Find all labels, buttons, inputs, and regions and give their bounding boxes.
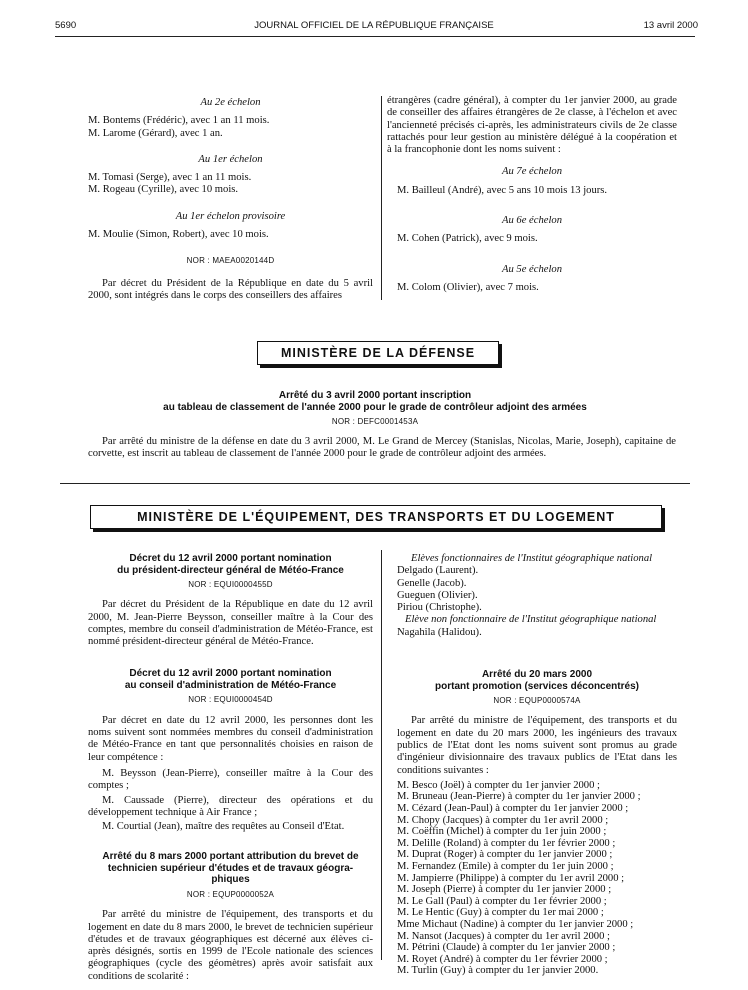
decree-text: Par décret en date du 12 avril 2000, les personnes dont les noms suivent sont nommées membres du conseil d'administration de Météo-France en tant que personnalités choisies en raison de leur compétence :: [88, 714, 373, 763]
list-item: M. Bontems (Frédéric), avec 1 an 11 mois.: [88, 115, 270, 127]
list-item: Nagahila (Halidou).: [397, 626, 482, 638]
journal-title: JOURNAL OFFICIEL DE LA RÉPUBLIQUE FRANÇAISE: [254, 20, 494, 31]
list-item: M. Caussade (Pierre), directeur des opérations et du développement technique à Air France ;: [88, 794, 373, 818]
decree-title-line: du président-directeur général de Météo-France: [117, 564, 344, 576]
nor-reference: NOR : EQUI0000454D: [188, 695, 273, 705]
arrete-title-line: Arrêté du 3 avril 2000 portant inscription: [278, 390, 472, 401]
promotions-list: [397, 780, 677, 977]
decree-title: [88, 553, 373, 576]
echelon-heading: Au 2e échelon: [200, 97, 261, 108]
ministry-defense-box: MINISTÈRE DE LA DÉFENSE: [257, 341, 499, 365]
list-item: Piriou (Christophe).: [397, 602, 482, 614]
page-number: 5690: [55, 20, 77, 31]
decree-title-line: Décret du 12 avril 2000 portant nomination: [129, 553, 332, 564]
promotion-item: M. Coëffin (Michel) à compter du 1er juin 2000 ;: [397, 826, 607, 838]
page-date: 13 avril 2000: [643, 20, 698, 31]
promotion-item: Mme Michaut (Nadine) à compter du 1er janvier 2000 ;: [397, 918, 634, 930]
list-item: M. Beysson (Jean-Pierre), conseiller maître à la Cour des comptes ;: [88, 767, 373, 792]
list-item: M. Rogeau (Cyrille), avec 10 mois.: [88, 184, 239, 196]
promotion-item: M. Besco (Joël) à compter du 1er janvier 2000 ;: [397, 779, 600, 791]
echelon-heading: Au 5e échelon: [501, 263, 562, 275]
echelon-heading: Au 7e échelon: [501, 166, 562, 178]
ministry-equipement-box: MINISTÈRE DE L'ÉQUIPEMENT, DES TRANSPORTS ET DU LOGEMENT: [90, 505, 662, 529]
promotion-item: M. Chopy (Jacques) à compter du 1er avril 2000 ;: [397, 814, 609, 826]
continuation-text: étrangères (cadre général), à compter du 1er janvier 2000, au grade de conseiller des affaires étrangères de 2e classe, à l'échelon et avec l'ancienneté précisés ci-après, les administrateurs civils de 2e classe rattachés pour leur gestion au ministère délégué à la coopération et à la francophonie dont les noms suivent :: [387, 95, 677, 156]
promotion-item: M. Delille (Roland) à compter du 1er février 2000 ;: [397, 837, 616, 849]
promotion-item: M. Turlin (Guy) à compter du 1er janvier 2000.: [397, 965, 599, 977]
top-right-column: [387, 95, 677, 294]
nor-reference: NOR : EQUI0000455D: [188, 580, 273, 589]
bottom-left-column: [88, 553, 373, 983]
decree-title-line: Décret du 12 avril 2000 portant nomination: [129, 668, 332, 680]
arrete-title-line: phiques: [211, 874, 250, 886]
header-rule: [55, 36, 695, 37]
promotion-item: M. Pétrini (Claude) à compter du 1er janvier 2000 ;: [397, 942, 616, 954]
echelon-heading: Au 1er échelon: [198, 153, 263, 165]
column-divider: [381, 96, 382, 300]
nor-reference: NOR : EQUP0000052A: [186, 889, 275, 899]
nor-reference: NOR : DEFC0001453A: [331, 417, 419, 426]
list-item: M. Larome (Gérard), avec 1 an.: [88, 127, 223, 139]
nor-reference: NOR : EQUP0000574A: [493, 696, 581, 706]
promotion-item: M. Fernandez (Emile) à compter du 1er juin 2000 ;: [397, 861, 614, 873]
promotion-item: M. Royet (André) à compter du 1er février 2000 ;: [397, 953, 608, 965]
eleves-heading: Elèves fonctionnaires de l'Institut géographique national: [411, 553, 653, 564]
list-item: Gueguen (Olivier).: [397, 589, 478, 601]
arrete-text: Par arrêté du ministre de l'équipement, des transports et du logement en date du 20 mars 2000, les ingénieurs des travaux publics de l'Etat dont les noms suivent sont promus au grade d'ingénieur divisionnaire des travaux publics de l'Etat dans les conditions suivantes :: [397, 715, 677, 776]
column-divider: [381, 550, 382, 960]
list-item: M. Bailleul (André), avec 5 ans 10 mois 13 jours.: [397, 184, 608, 196]
nor-reference: NOR : MAEA0020144D: [186, 256, 275, 266]
promotion-item: M. Le Gall (Paul) à compter du 1er février 2000 ;: [397, 895, 607, 907]
promotion-item: M. Nansot (Jacques) à compter du 1er avril 2000 ;: [397, 930, 610, 942]
bottom-right-column: [397, 553, 677, 977]
arrete-title: [88, 851, 373, 886]
defense-text: Par arrêté du ministre de la défense en date du 3 avril 2000, M. Le Grand de Mercey (Stanislas, Nicolas, Marie, Joseph), capitaine de corvette, est inscrit au tableau de classement de l'année 2000 pour le grade de contrôleur adjoint des armées.: [88, 436, 676, 460]
decree-title: [88, 668, 373, 691]
arrete-title-line: au tableau de classement de l'année 2000 pour le grade de contrôleur adjoint des armées: [163, 401, 587, 413]
arrete-text: Par arrêté du ministre de l'équipement, des transports et du logement en date du 8 mars 2000, le brevet de technicien supérieur d'études et de travaux géographiques est décerné aux élèves ci-après désignés, sortis en 1999 de l'Ecole nationale des sciences géographiques (cycle des géomètres) après avoir satisfait aux conditions de scolarité :: [88, 909, 373, 982]
promotion-item: M. Le Hentic (Guy) à compter du 1er mai 2000 ;: [397, 907, 604, 919]
list-item: Genelle (Jacob).: [397, 577, 467, 589]
promotion-item: M. Cézard (Jean-Paul) à compter du 1er janvier 2000 ;: [397, 803, 629, 815]
arrete-title-line: Arrêté du 8 mars 2000 portant attribution du brevet de: [102, 851, 359, 863]
echelon-heading: Au 1er échelon provisoire: [175, 210, 286, 222]
list-item: M. Moulie (Simon, Robert), avec 10 mois.: [88, 229, 269, 241]
list-item: M. Courtial (Jean), maître des requêtes au Conseil d'Etat.: [102, 821, 345, 833]
arrete-title-line: Arrêté du 20 mars 2000: [481, 669, 593, 681]
decree-text: Par décret du Président de la République en date du 5 avril 2000, sont intégrés dans le corps des conseillers des affaires: [88, 277, 373, 301]
list-item: M. Tomasi (Serge), avec 1 an 11 mois.: [88, 172, 252, 184]
list-item: M. Colom (Olivier), avec 7 mois.: [397, 281, 539, 293]
arrete-title-line: portant promotion (services déconcentrés): [435, 680, 639, 692]
promotion-item: M. Joseph (Pierre) à compter du 1er janvier 2000 ;: [397, 884, 612, 896]
arrete-title-line: technicien supérieur d'études et de travaux géogra-: [107, 862, 354, 874]
top-left-column: [88, 97, 373, 302]
list-item: M. Cohen (Patrick), avec 9 mois.: [397, 233, 538, 245]
list-item: Delgado (Laurent).: [397, 565, 479, 577]
arrete-title: [397, 669, 677, 692]
arrete-title: [60, 390, 690, 413]
promotion-item: M. Bruneau (Jean-Pierre) à compter du 1er janvier 2000 ;: [397, 791, 641, 803]
eleve-non-heading: Elève non fonctionnaire de l'Institut géographique national: [405, 614, 657, 626]
decree-text: Par décret du Président de la République en date du 12 avril 2000, M. Jean-Pierre Beysson, conseiller maître à la Cour des comptes, membre du conseil d'administration de Météo-France, est nommé président-directeur général de Météo-France.: [88, 599, 373, 648]
promotion-item: M. Jampierre (Philippe) à compter du 1er avril 2000 ;: [397, 872, 625, 884]
section-rule: [60, 483, 690, 484]
promotion-item: M. Duprat (Roger) à compter du 1er janvier 2000 ;: [397, 849, 613, 861]
echelon-heading: Au 6e échelon: [501, 215, 562, 227]
decree-title-line: au conseil d'administration de Météo-France: [124, 679, 337, 691]
